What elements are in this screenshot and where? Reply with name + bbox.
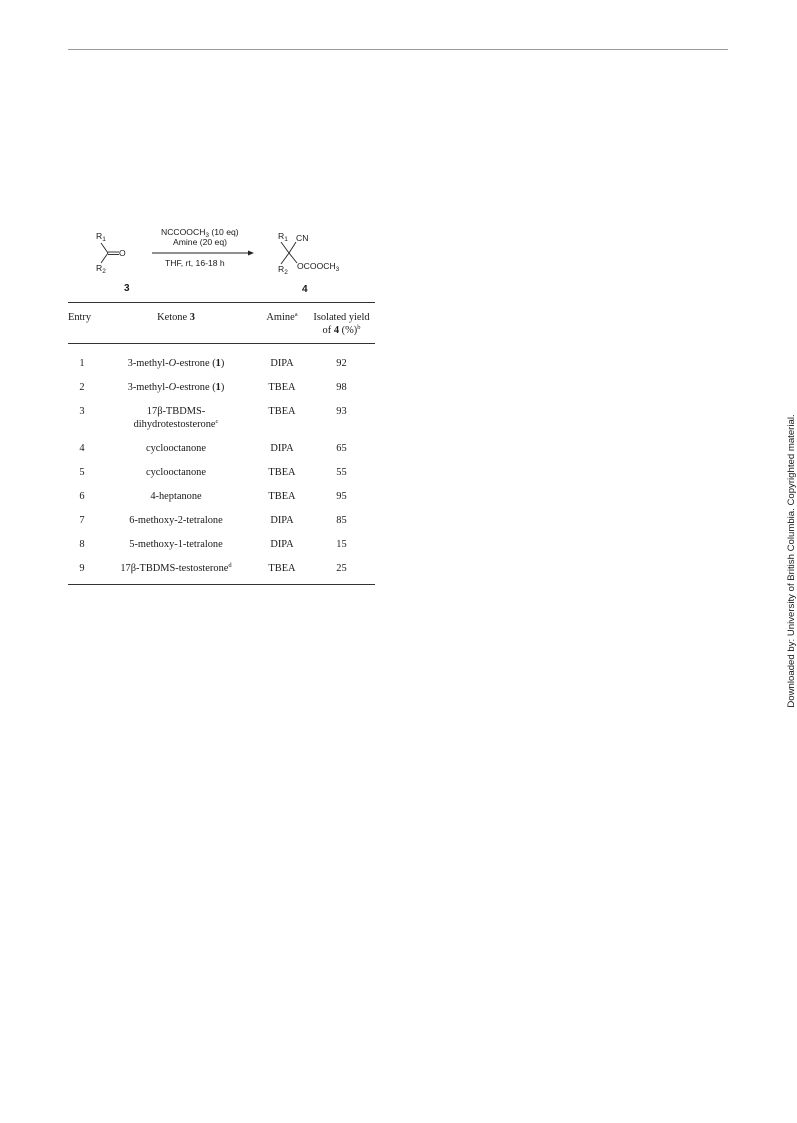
cell-entry: 5 [79,467,85,478]
reaction-scheme [68,222,378,302]
results-table [68,302,375,585]
product-r2: $R_2$ [278,264,288,276]
cell-ketone: cyclooctanone [145,467,206,478]
cell-yield: 98 [336,382,347,393]
reagent-line-2: Amine (20 eq) [173,237,227,247]
reactant-bond-r1 [101,243,108,253]
reactant-r1: $R_1$ [96,231,106,243]
cell-amine: TBEA [268,406,296,417]
page-top-rule [68,49,728,50]
cell-amine: DIPA [270,443,294,454]
cell-yield: 55 [336,467,347,478]
table-row [68,431,375,455]
cell-entry: 7 [79,515,85,526]
cell-amine: DIPA [270,539,294,550]
table-row [68,455,375,479]
cell-ketone: 6-methoxy-2-tetralone [129,515,223,526]
table-row [68,551,375,585]
download-watermark: Downloaded by: University of British Columbia. Copyrighted material. [786,414,797,708]
table-row [68,370,375,394]
cell-ketone: 3-methyl-O-estrone (1) [127,382,225,393]
cell-yield: 92 [336,358,347,369]
cell-ketone: cyclooctanone [145,443,206,454]
table-row [68,503,375,527]
cell-ketone: 3-methyl-O-estrone (1) [127,358,225,369]
product-r1: $R_1$ [278,231,288,243]
cell-yield: 65 [336,443,347,454]
cell-ketone: 17β-TBDMS-testosterone$^d$ [120,562,232,574]
cell-amine: TBEA [268,382,296,393]
cell-entry: 3 [79,406,85,417]
header-yield: Isolated yield of 4 (%)$^b$ [313,312,370,336]
header-ketone: Ketone 3 [157,312,195,323]
cell-yield: 85 [336,515,347,526]
cell-amine: TBEA [268,491,296,502]
table-row [68,344,375,371]
reaction-arrow-head [248,251,254,256]
cell-entry: 4 [79,443,85,454]
cell-entry: 2 [79,382,85,393]
reactant-bond-r2 [101,253,108,263]
table-row [68,527,375,551]
cell-entry: 6 [79,491,85,502]
cell-entry: 1 [79,358,85,369]
reactant-oxygen: O [119,248,126,258]
header-entry: Entry [68,312,92,323]
table-row [68,479,375,503]
product-bond-cn [289,242,296,253]
reaction-conditions: THF, rt, 16-18 h [165,258,225,268]
cell-ketone: 5-methoxy-1-tetralone [129,539,223,550]
product-bond-ester [289,253,297,263]
cell-amine: DIPA [270,515,294,526]
cell-yield: 93 [336,406,347,417]
cell-entry: 8 [79,539,85,550]
table-header-row [68,303,375,344]
product-ester: $OCOOCH_3$ [297,261,340,273]
reactant-compound-label: 3 [124,283,130,294]
reactant-r2: $R_2$ [96,263,106,275]
table-row [68,394,375,431]
product-cn: CN [296,233,309,243]
cell-entry: 9 [79,563,85,574]
cell-yield: 25 [336,563,347,574]
cell-yield: 95 [336,491,347,502]
cell-yield: 15 [336,539,347,550]
reagent-line-1: $NCCOOCH_3$ (10 eq) [161,227,239,239]
product-compound-label: 4 [302,284,308,295]
cell-amine: DIPA [270,358,294,369]
cell-ketone: 4-heptanone [150,491,202,502]
cell-amine: TBEA [268,563,296,574]
cell-ketone: 17β-TBDMS- dihydrotestosterone$^c$ [133,406,219,430]
product-bond-r1 [281,242,289,253]
product-bond-r2 [281,253,289,264]
header-amine: Amine$^a$ [266,311,298,323]
cell-amine: TBEA [268,467,296,478]
